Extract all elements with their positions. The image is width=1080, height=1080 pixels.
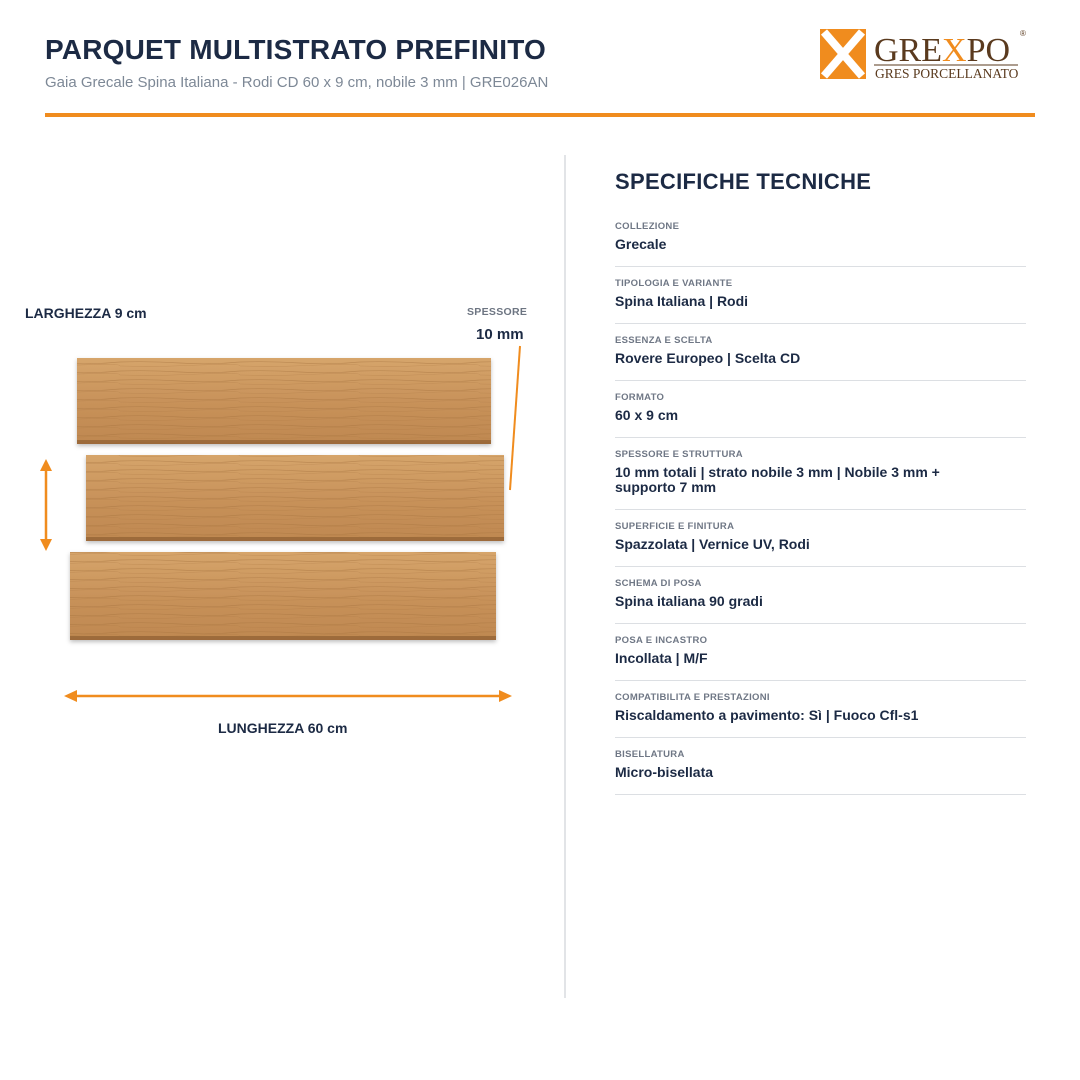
spec-label: TIPOLOGIA E VARIANTE: [615, 278, 733, 289]
spec-value: Spina Italiana | Rodi: [615, 293, 749, 309]
spec-value: 60 x 9 cm: [615, 407, 679, 423]
spec-row-spessore: [615, 438, 1026, 510]
logo-brand-gre: GRE: [874, 32, 942, 69]
thickness-caption: SPESSORE: [467, 306, 528, 318]
product-subtitle: Gaia Grecale Spina Italiana - Rodi CD 60 x 9 cm, nobile 3 mm | GRE026AN: [45, 74, 549, 91]
thickness-leader-line: [510, 346, 520, 490]
width-label: LARGHEZZA 9 cm: [25, 305, 147, 321]
spec-row-tipologia: [615, 267, 1026, 324]
spec-row-collezione: [615, 210, 1026, 267]
spec-label: SUPERFICIE E FINITURA: [615, 521, 735, 532]
spec-label: ESSENZA E SCELTA: [615, 335, 713, 346]
logo-brand-po: PO: [966, 32, 1011, 69]
spec-value: Rovere Europeo | Scelta CD: [615, 350, 801, 366]
spec-value: Spina italiana 90 gradi: [615, 593, 763, 609]
spec-value: Grecale: [615, 236, 667, 252]
spec-row-posa-incastro: [615, 624, 1026, 681]
grexpo-logo: [818, 26, 1030, 84]
spec-row-schema-posa: [615, 567, 1026, 624]
plank-top: [77, 358, 491, 444]
spec-row-bisellatura: [615, 738, 1026, 795]
plank-middle: [86, 455, 504, 541]
thickness-value: 10 mm: [476, 326, 524, 343]
spec-row-superficie: [615, 510, 1026, 567]
logo-tagline: GRES PORCELLANATO: [875, 66, 1019, 81]
logo-registered-mark: ®: [1020, 29, 1026, 38]
logo-brand-x: X: [942, 32, 967, 69]
spec-label: COMPATIBILITA E PRESTAZIONI: [615, 692, 770, 703]
plank-bottom: [70, 552, 496, 640]
spec-label: BISELLATURA: [615, 749, 685, 760]
spec-label: SCHEMA DI POSA: [615, 578, 702, 589]
specs-title: SPECIFICHE TECNICHE: [615, 169, 872, 194]
width-arrow: [40, 459, 52, 551]
length-label: LUNGHEZZA 60 cm: [218, 720, 348, 736]
page-title: PARQUET MULTISTRATO PREFINITO: [45, 34, 546, 65]
length-arrow: [64, 690, 512, 702]
spec-label: POSA E INCASTRO: [615, 635, 708, 646]
spec-value: Incollata | M/F: [615, 650, 708, 666]
spec-value: Riscaldamento a pavimento: Sì | Fuoco Cfl-s1: [615, 707, 919, 723]
spec-row-formato: [615, 381, 1026, 438]
spec-label: COLLEZIONE: [615, 221, 680, 232]
spec-value: Spazzolata | Vernice UV, Rodi: [615, 536, 810, 552]
spec-row-essenza: [615, 324, 1026, 381]
spec-value: Micro-bisellata: [615, 764, 714, 780]
spec-row-compatibilita: [615, 681, 1026, 738]
spec-label: FORMATO: [615, 392, 665, 403]
spec-label: SPESSORE E STRUTTURA: [615, 449, 743, 460]
svg-text:GREXPO: [874, 32, 1010, 69]
spec-value: 10 mm totali | strato nobile 3 mm | Nobile 3 mm + supporto 7 mm: [615, 464, 940, 495]
specs-list: [615, 210, 1026, 795]
column-divider: [564, 155, 566, 998]
